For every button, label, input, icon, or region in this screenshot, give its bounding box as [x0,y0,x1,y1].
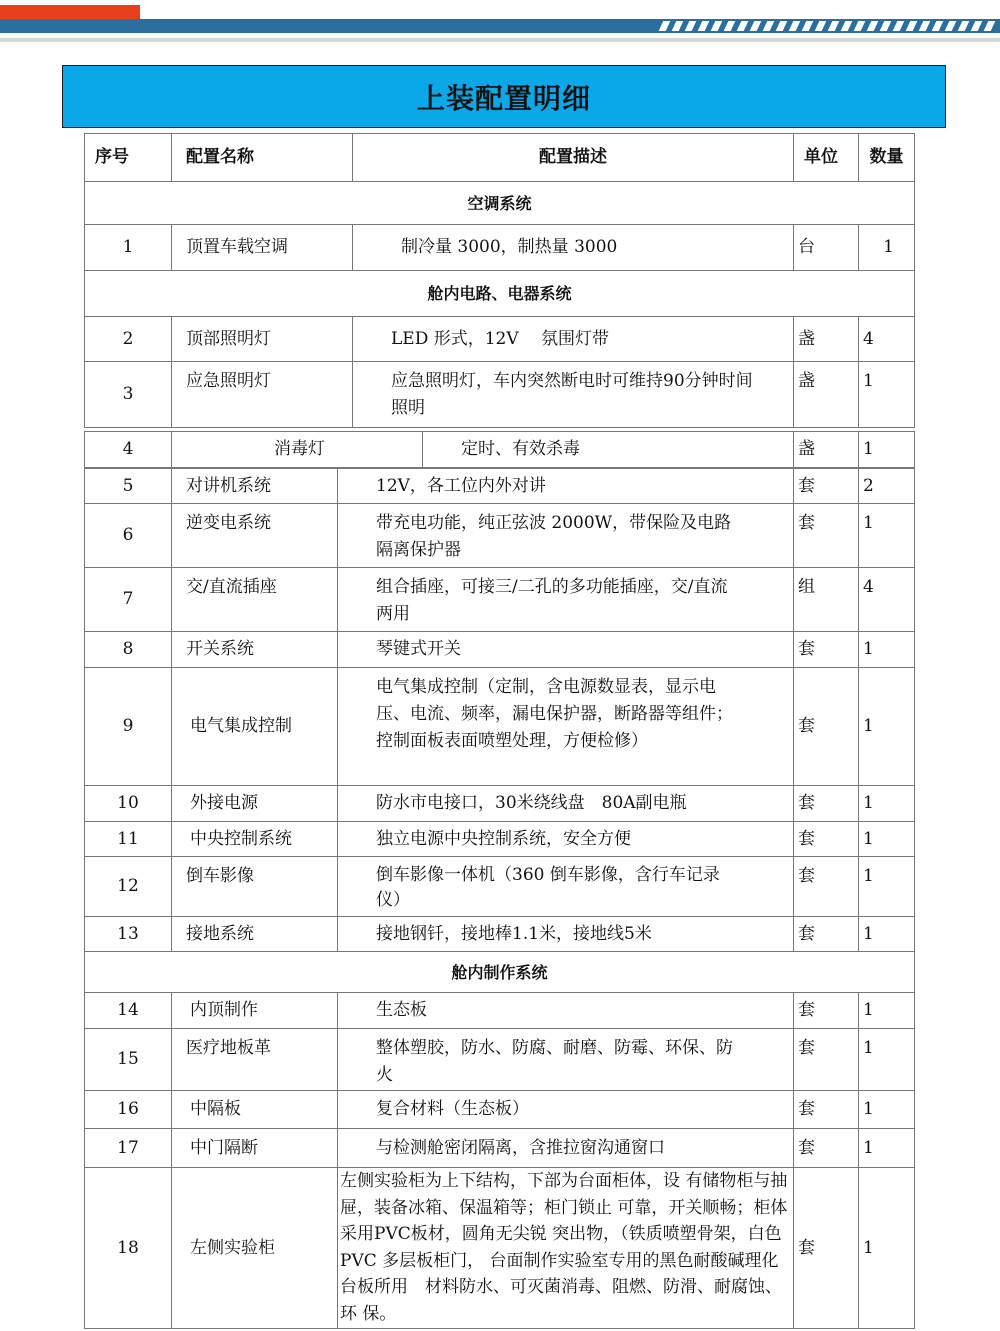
cell-seq: 12 [85,857,172,917]
section-row [85,182,915,225]
cell-desc: 12V，各工位内外对讲 [338,469,794,504]
cell-qty: 1 [859,1168,915,1329]
stripe-mark [750,21,762,31]
cell-desc: LED 形式，12V 氛围灯带 [353,317,794,362]
table-row [85,317,915,362]
stripe-mark [802,21,814,31]
cell-name: 中央控制系统 [172,822,338,857]
cell-unit: 套 [794,993,859,1029]
stripe-mark [893,21,905,31]
cell-qty: 2 [859,469,915,504]
table-row [85,786,915,822]
cell-seq: 9 [85,668,172,786]
stripe-mark [841,21,853,31]
stripe-mark [971,21,983,31]
cell-seq: 13 [85,917,172,952]
table-row [85,1129,915,1168]
cell-qty: 1 [859,822,915,857]
cell-qty: 1 [859,362,915,428]
cell-seq: 7 [85,568,172,632]
table-row [85,1029,915,1091]
table-row [85,1168,915,1329]
table-row [85,469,915,504]
cell-seq: 15 [85,1029,172,1091]
cell-qty: 4 [859,317,915,362]
section-title-aircon: 空调系统 [85,182,915,225]
table-row [85,568,915,632]
table-row [85,632,915,668]
table-row [85,1091,915,1129]
stripe-mark [867,21,879,31]
stripe-mark [945,21,957,31]
cell-unit: 套 [794,632,859,668]
cell-seq: 3 [85,362,172,428]
cell-desc: 接地钢钎，接地棒1.1米，接地线5米 [338,917,794,952]
table-row [85,225,915,271]
stripe-mark [854,21,866,31]
cell-unit: 套 [794,1029,859,1091]
cell-desc: 带充电功能，纯正弦波 2000W，带保险及电路隔离保护器 [338,504,794,568]
cell-desc: 电气集成控制（定制，含电源数显表，显示电压、电流、频率，漏电保护器，断路器等组件；控制面板表面喷塑处理，方便检修） [338,668,794,786]
grey-divider [0,38,1000,42]
cell-desc: 防水市电接口，30米绕线盘 80A副电瓶 [338,786,794,822]
cell-desc: 倒车影像一体机（360 倒车影像，含行车记录仪） [338,857,794,917]
cell-unit: 盏 [794,362,859,428]
cell-name: 开关系统 [172,632,338,668]
table-row [85,432,915,468]
header-desc: 配置描述 [353,134,794,182]
cell-name: 中隔板 [172,1091,338,1129]
cell-name: 外接电源 [172,786,338,822]
cell-unit: 盏 [794,432,859,468]
cell-unit: 套 [794,504,859,568]
stripe-mark [932,21,944,31]
cell-qty: 1 [859,1091,915,1129]
table-row [85,504,915,568]
header-qty: 数量 [859,134,915,182]
stripe-mark [711,21,723,31]
cell-desc: 独立电源中央控制系统，安全方便 [338,822,794,857]
stripe-pattern [655,21,1000,31]
section-title-cabin-build: 舱内制作系统 [85,952,915,993]
cell-unit: 套 [794,857,859,917]
cell-unit: 套 [794,1129,859,1168]
cell-unit: 套 [794,1091,859,1129]
cell-qty: 1 [859,432,915,468]
cell-unit: 套 [794,822,859,857]
table-row [85,822,915,857]
stripe-mark [958,21,970,31]
cell-desc: 应急照明灯，车内突然断电时可维持90分钟时间照明 [353,362,794,428]
stripe-mark [919,21,931,31]
cell-qty: 1 [859,993,915,1029]
table-row [85,668,915,786]
cell-seq: 14 [85,993,172,1029]
cell-qty: 1 [859,1029,915,1091]
cell-seq: 16 [85,1091,172,1129]
cell-name: 对讲机系统 [172,469,338,504]
red-accent-strip [0,5,140,19]
cell-name: 交/直流插座 [172,568,338,632]
section-row [85,952,915,993]
cell-qty: 1 [859,632,915,668]
cell-unit: 盏 [794,317,859,362]
cell-name: 接地系统 [172,917,338,952]
table-row [85,857,915,917]
cell-name: 倒车影像 [172,857,338,917]
stripe-mark [776,21,788,31]
cell-seq: 5 [85,469,172,504]
table-row [85,993,915,1029]
cell-unit: 套 [794,1168,859,1329]
cell-qty: 1 [859,786,915,822]
cell-name: 应急照明灯 [172,362,353,428]
cell-desc: 定时、有效杀毒 [423,432,794,468]
cell-desc: 制冷量 3000，制热量 3000 [353,225,794,271]
cell-qty: 1 [859,857,915,917]
cell-name: 医疗地板革 [172,1029,338,1091]
stripe-mark [984,21,996,31]
stripe-mark [763,21,775,31]
config-table-lower-main [84,468,915,1329]
cell-qty: 1 [859,225,915,271]
cell-name: 中门隔断 [172,1129,338,1168]
cell-name: 内顶制作 [172,993,338,1029]
stripe-mark [906,21,918,31]
cell-name: 消毒灯 [172,432,423,468]
cell-unit: 套 [794,668,859,786]
page-title: 上装配置明细 [416,81,591,115]
cell-seq: 4 [85,432,172,468]
cell-seq: 17 [85,1129,172,1168]
cell-unit: 套 [794,469,859,504]
table-row [85,362,915,428]
stripe-mark [685,21,697,31]
cell-seq: 1 [85,225,172,271]
cell-seq: 6 [85,504,172,568]
cell-name: 顶置车载空调 [172,225,353,271]
cell-desc: 整体塑胶，防水、防腐、耐磨、防霉、环保、防火 [338,1029,794,1091]
cell-desc: 与检测舱密闭隔离，含推拉窗沟通窗口 [338,1129,794,1168]
stripe-mark [659,21,671,31]
cell-unit: 套 [794,917,859,952]
cell-qty: 1 [859,504,915,568]
decorative-header-bar [0,0,1000,50]
cell-name: 顶部照明灯 [172,317,353,362]
cell-seq: 8 [85,632,172,668]
cell-qty: 1 [859,1129,915,1168]
cell-seq: 2 [85,317,172,362]
stripe-mark [828,21,840,31]
cell-name: 电气集成控制 [172,668,338,786]
stripe-mark [724,21,736,31]
cell-unit: 组 [794,568,859,632]
cell-name: 逆变电系统 [172,504,338,568]
cell-desc: 生态板 [338,993,794,1029]
cell-seq: 10 [85,786,172,822]
cell-desc: 复合材料（生态板） [338,1091,794,1129]
stripe-mark [737,21,749,31]
stripe-mark [880,21,892,31]
cell-unit: 套 [794,786,859,822]
title-banner [62,65,946,128]
section-row [85,271,915,317]
cell-qty: 1 [859,917,915,952]
stripe-mark [789,21,801,31]
header-unit: 单位 [794,134,859,182]
config-table-lower [84,431,915,468]
header-name: 配置名称 [172,134,353,182]
stripe-mark [815,21,827,31]
cell-name: 左侧实验柜 [172,1168,338,1329]
table-header-row [85,134,915,182]
section-title-electrical: 舱内电路、电器系统 [85,271,915,317]
cell-desc: 组合插座，可接三/二孔的多功能插座，交/直流两用 [338,568,794,632]
cell-desc: 琴键式开关 [338,632,794,668]
header-seq: 序号 [85,134,172,182]
cell-desc: 左侧实验柜为上下结构，下部为台面柜体，设 有储物柜与抽屉，装备冰箱、保温箱等；柜门锁止 可靠，开关顺畅；柜体采用PVC板材，圆角无尖锐 突出物，（铁质喷塑骨架，白色 PVC 多层板柜门， 台面制作实验室专用的黑色耐酸碱理化台板所用 材料防水、可灭菌消毒、阻燃、防滑、耐腐蚀、环 保。 [338,1168,794,1329]
cell-unit: 台 [794,225,859,271]
stripe-mark [698,21,710,31]
cell-qty: 4 [859,568,915,632]
table-row [85,917,915,952]
cell-seq: 18 [85,1168,172,1329]
cell-qty: 1 [859,668,915,786]
config-table-upper [84,133,915,428]
stripe-mark [672,21,684,31]
cell-seq: 11 [85,822,172,857]
